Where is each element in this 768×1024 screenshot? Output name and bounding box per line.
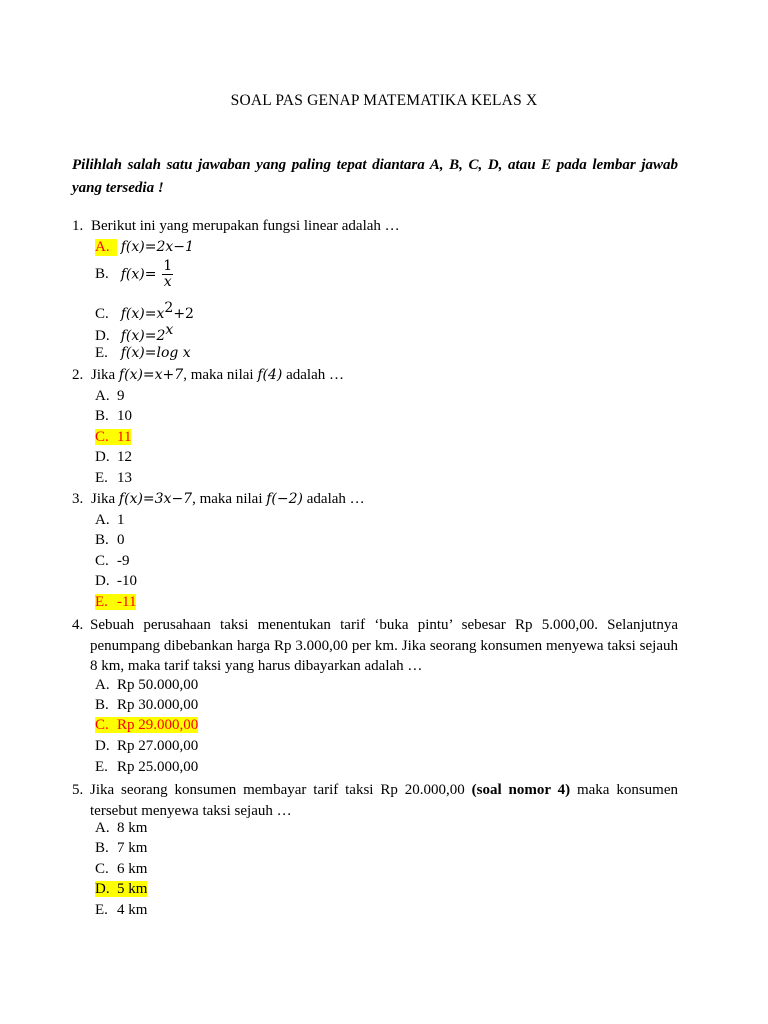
- q1-option-e-expr: f(x)=log x: [120, 345, 191, 361]
- question-2-number: 2.: [72, 367, 84, 383]
- q2-option-e-letter: E.: [95, 470, 108, 486]
- q1-option-a-letter: A.: [95, 239, 117, 256]
- question-3-text: [91, 491, 365, 508]
- q4-option-e-value: Rp 25.000,00: [117, 759, 199, 775]
- q4-option-b: [95, 697, 198, 714]
- q4-option-c-value: Rp 29.000,00: [117, 717, 199, 733]
- q2-text-post: adalah …: [282, 367, 344, 383]
- q2-option-c-value: 11: [117, 429, 132, 445]
- q1-option-c-tail: +2: [173, 306, 194, 322]
- page-title: SOAL PAS GENAP MATEMATIKA KELAS X: [230, 92, 538, 109]
- question-5: [72, 780, 678, 821]
- q4-option-d: [95, 738, 198, 755]
- q1-option-c-exponent: 2: [164, 300, 174, 316]
- q3-text-post: adalah …: [303, 491, 365, 507]
- q3-option-c-letter: C.: [95, 553, 109, 569]
- q2-expr-1: f(x)=x+7: [118, 367, 184, 383]
- q3-option-d-letter: D.: [95, 573, 110, 589]
- q2-expr-2: f(4): [257, 367, 283, 383]
- q5-option-b-letter: B.: [95, 840, 109, 856]
- q4-option-d-letter: D.: [95, 738, 110, 754]
- q1-option-c: [95, 300, 194, 323]
- q1-option-d-exponent: x: [165, 322, 174, 338]
- q3-option-a: [95, 512, 125, 529]
- q1-option-a: [95, 239, 194, 256]
- question-3-number: 3.: [72, 491, 84, 507]
- question-2-text: [91, 367, 344, 384]
- q1-option-d: [95, 322, 173, 345]
- q5-option-e: [95, 902, 147, 919]
- q3-option-b-value: 0: [117, 532, 125, 548]
- q2-option-e: [95, 470, 132, 487]
- q4-option-e: [95, 759, 198, 776]
- q2-option-b-value: 10: [117, 408, 132, 424]
- q4-option-e-letter: E.: [95, 759, 108, 775]
- q2-option-d-letter: D.: [95, 449, 110, 465]
- q3-option-d: [95, 573, 137, 590]
- q2-option-d-value: 12: [117, 449, 132, 465]
- q2-option-a-letter: A.: [95, 388, 110, 404]
- q1-option-d-letter: D.: [95, 328, 110, 344]
- question-5-text-post: maka konsumen tersebut menyewa taksi sejauh …: [90, 782, 678, 819]
- question-4-number: 4.: [72, 617, 84, 633]
- q5-option-c-letter: C.: [95, 861, 109, 877]
- q5-option-a-letter: A.: [95, 820, 110, 836]
- q1-option-c-expr: f(x)=x: [120, 306, 165, 322]
- q2-option-b-letter: B.: [95, 408, 109, 424]
- q5-option-c: [95, 861, 147, 878]
- q4-option-d-value: Rp 27.000,00: [117, 738, 199, 754]
- q2-option-b: [95, 408, 132, 425]
- q3-text-pre: Jika: [91, 491, 119, 507]
- q5-option-d-letter: D.: [95, 881, 110, 897]
- q3-text-mid: , maka nilai: [192, 491, 267, 507]
- q1-option-a-expr: f(x)=2x−1: [120, 239, 194, 255]
- q2-option-d: [95, 449, 132, 466]
- q3-option-e-value: -11: [117, 594, 137, 610]
- instructions: Pilihlah salah satu jawaban yang paling tepat diantara A, B, C, D, atau E pada lembar jawab yang tersedia !: [72, 157, 678, 196]
- q5-option-c-value: 6 km: [117, 861, 148, 877]
- question-4-paragraph: [72, 615, 678, 677]
- q5-option-d: [95, 881, 147, 898]
- q4-option-a-letter: A.: [95, 677, 110, 693]
- q5-option-b: [95, 840, 147, 857]
- question-1-text: Berikut ini yang merupakan fungsi linear adalah …: [91, 218, 400, 234]
- q2-text-pre: Jika: [91, 367, 119, 383]
- q3-option-b-letter: B.: [95, 532, 109, 548]
- q1-option-b-fraction: [162, 259, 173, 290]
- q4-option-c: [95, 717, 198, 734]
- question-5-text-pre: Jika seorang konsumen membayar tarif taksi Rp 20.000,00: [90, 782, 472, 798]
- q2-option-c-letter: C.: [95, 429, 109, 445]
- q1-option-c-letter: C.: [95, 306, 109, 322]
- q5-option-b-value: 7 km: [117, 840, 148, 856]
- question-5-number: 5.: [72, 782, 84, 798]
- q1-option-b: [95, 259, 173, 290]
- q3-option-e: [95, 594, 136, 611]
- q3-option-c: [95, 553, 130, 570]
- q3-expr-2: f(−2): [266, 491, 303, 507]
- q4-option-c-letter: C.: [95, 717, 109, 733]
- fraction-denominator: x: [163, 274, 172, 290]
- question-1-number: 1.: [72, 218, 84, 234]
- q1-option-b-letter: B.: [95, 266, 109, 282]
- question-4-text: Sebuah perusahaan taksi menentukan tarif ‘buka pintu’ sebesar Rp 5.000,00. Selanjutnya penumpang dibebankan harga Rp 3.000,00 per km. Jika seorang konsumen menyewa taksi sejauh 8 km, maka tarif taksi yang harus dibayarkan adalah …: [90, 617, 678, 674]
- q3-option-e-letter: E.: [95, 594, 108, 610]
- q5-option-a: [95, 820, 147, 837]
- q3-expr-1: f(x)=3x−7: [118, 491, 193, 507]
- q5-option-d-value: 5 km: [117, 881, 148, 897]
- q2-option-a: [95, 388, 125, 405]
- q3-option-c-value: -9: [117, 553, 130, 569]
- q4-option-a-value: Rp 50.000,00: [117, 677, 199, 693]
- q3-option-d-value: -10: [117, 573, 137, 589]
- q3-option-a-letter: A.: [95, 512, 110, 528]
- q1-option-e-letter: E.: [95, 345, 108, 361]
- q4-option-b-letter: B.: [95, 697, 109, 713]
- q3-option-b: [95, 532, 125, 549]
- q5-option-e-letter: E.: [95, 902, 108, 918]
- q2-option-c: [95, 429, 131, 446]
- q1-option-d-expr: f(x)=2: [120, 328, 166, 344]
- q5-option-e-value: 4 km: [117, 902, 148, 918]
- q2-text-mid: , maka nilai: [183, 367, 258, 383]
- q1-option-b-expr: f(x)=: [120, 266, 157, 283]
- q2-option-e-value: 13: [117, 470, 132, 486]
- q1-option-e: [95, 345, 191, 362]
- question-4: [72, 615, 678, 677]
- question-5-paragraph: [72, 780, 678, 821]
- q4-option-a: [95, 677, 198, 694]
- q4-option-b-value: Rp 30.000,00: [117, 697, 199, 713]
- question-5-reference: (soal nomor 4): [471, 782, 571, 798]
- q5-option-a-value: 8 km: [117, 820, 148, 836]
- q2-option-a-value: 9: [117, 388, 125, 404]
- q3-option-a-value: 1: [117, 512, 125, 528]
- fraction-numerator: 1: [163, 258, 173, 274]
